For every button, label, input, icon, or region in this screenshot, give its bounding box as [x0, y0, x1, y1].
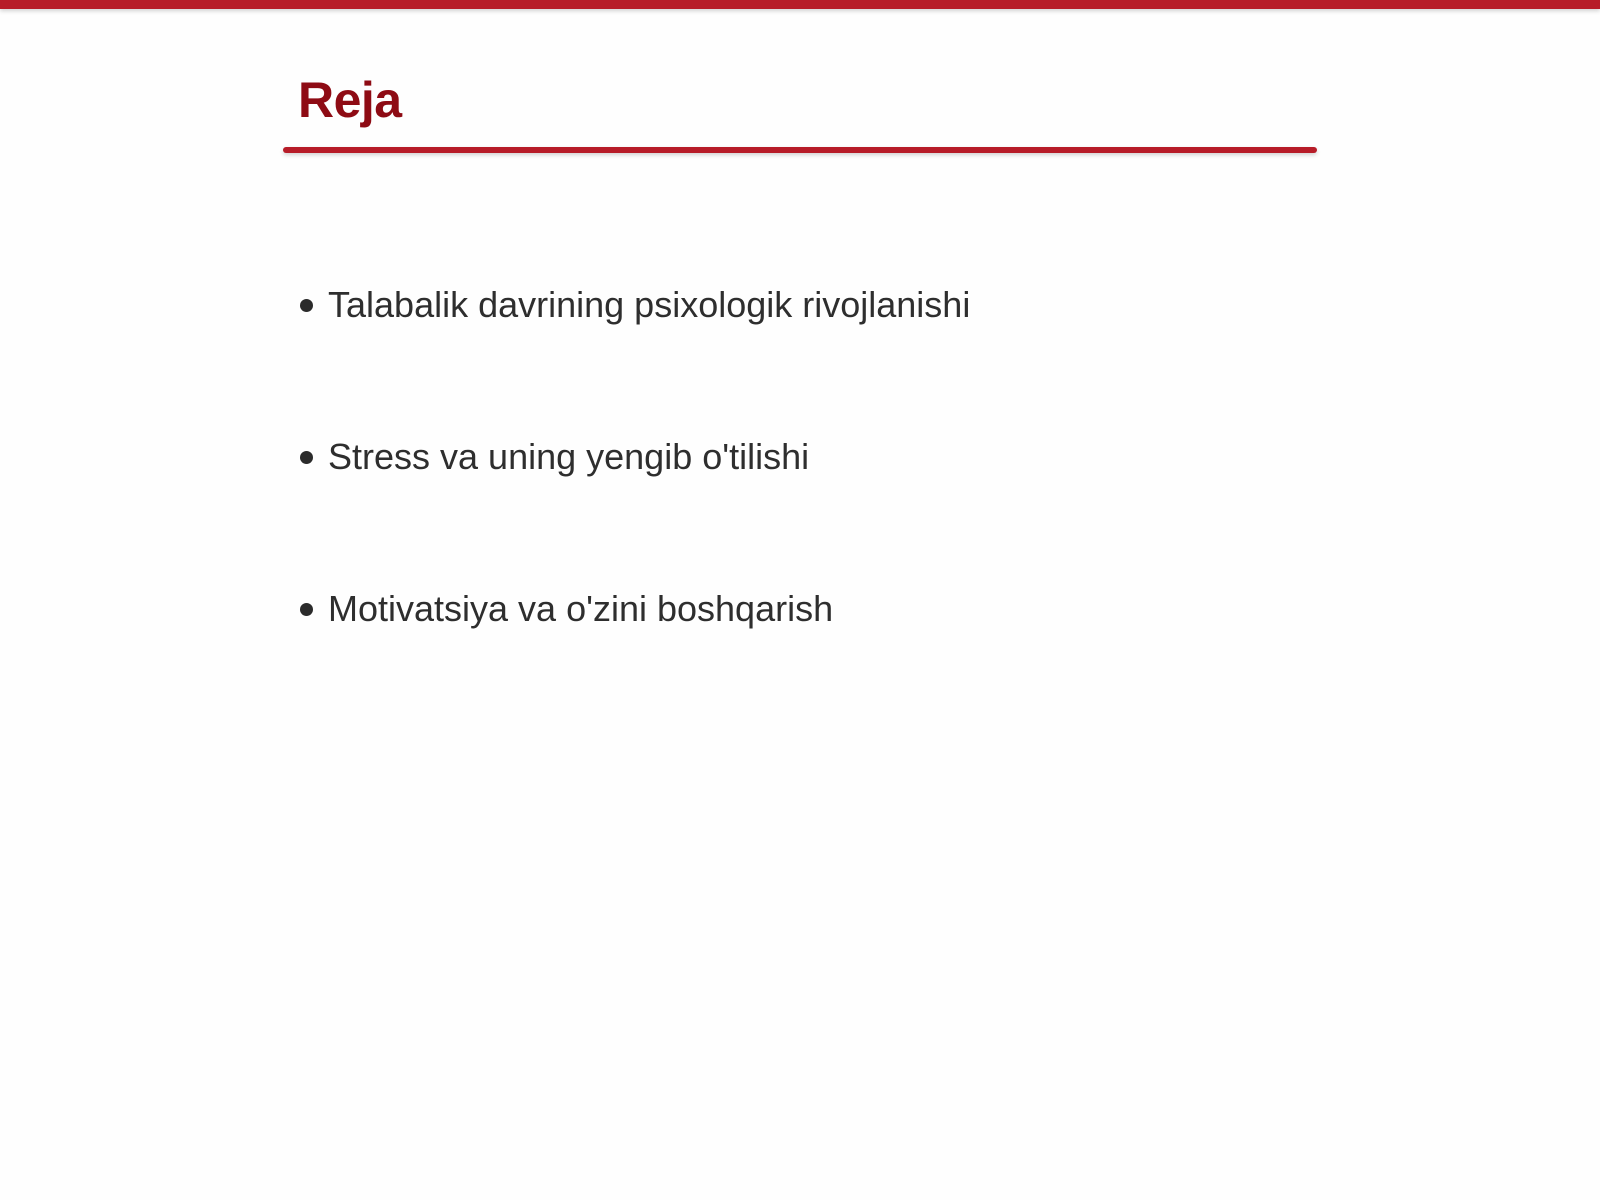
bullet-dot-icon [300, 603, 313, 616]
bullet-item [300, 280, 970, 330]
bullet-dot-icon [300, 299, 313, 312]
bullet-item [300, 584, 833, 634]
bullet-item [300, 432, 809, 482]
bullet-dot-icon [300, 451, 313, 464]
title-underline [283, 147, 1317, 153]
bullet-text: Stress va uning yengib o'tilishi [328, 436, 810, 477]
bullet-text: Talabalik davrining psixologik rivojlanishi [328, 284, 971, 325]
bullet-text: Motivatsiya va o'zini boshqarish [328, 588, 834, 629]
slide-title: Reja [298, 72, 402, 128]
top-accent-bar [0, 0, 1600, 9]
